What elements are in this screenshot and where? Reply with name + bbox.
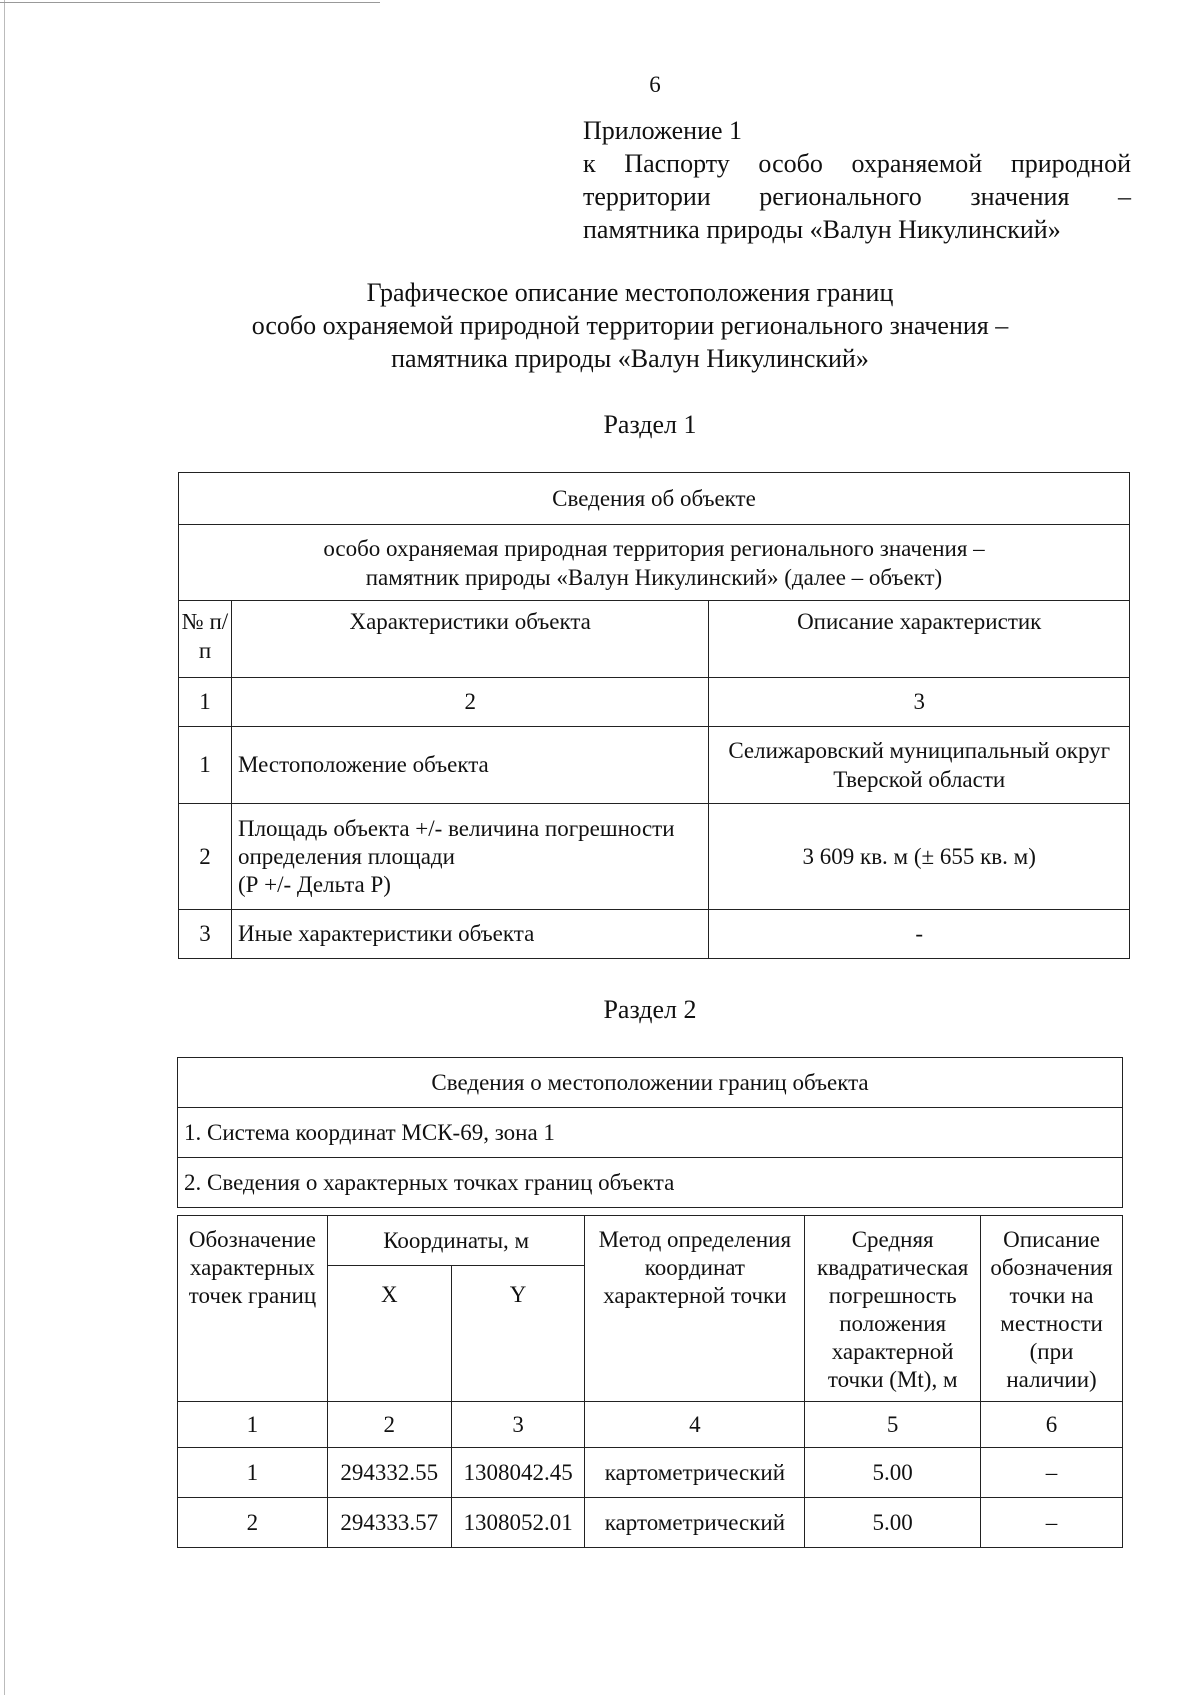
title-line-1: Графическое описание местоположения границ — [366, 278, 894, 307]
point-error: 5.00 — [805, 1448, 981, 1498]
object-name-line-1: особо охраняемая природная территория регионального значения – — [323, 535, 985, 561]
index-cell: 1 — [179, 678, 232, 727]
row-description: - — [709, 910, 1130, 959]
point-x: 294333.57 — [327, 1498, 451, 1548]
row-characteristic-line-1: Площадь объекта +/- величина погрешности — [237, 815, 675, 841]
index-cell: 2 — [231, 678, 708, 727]
row-num: 1 — [179, 727, 232, 804]
point-description: – — [981, 1448, 1123, 1498]
document-title — [150, 276, 1110, 375]
index-cell: 6 — [981, 1402, 1123, 1448]
header-error: Средняя квадратическая погрешность положения характерной точки (Mt), м — [805, 1216, 981, 1402]
scan-top-line — [0, 2, 380, 3]
point-x: 294332.55 — [327, 1448, 451, 1498]
header-y: Y — [451, 1266, 585, 1402]
header-point-description: Описание обозначения точки на местности (при наличии) — [981, 1216, 1123, 1402]
point-y: 1308042.45 — [451, 1448, 585, 1498]
point-number: 1 — [178, 1448, 328, 1498]
appendix-line-4: памятника природы «Валун Никулинский» — [583, 215, 1061, 244]
page-number: 6 — [649, 72, 661, 97]
index-cell: 2 — [327, 1402, 451, 1448]
boundary-info-header-table — [177, 1057, 1123, 1208]
object-name-line-2: памятник природы «Валун Никулинский» (далее – объект) — [365, 564, 943, 590]
point-error: 5.00 — [805, 1498, 981, 1548]
row-num: 3 — [179, 910, 232, 959]
row-characteristic — [231, 804, 708, 910]
row-characteristic: Иные характеристики объекта — [231, 910, 708, 959]
header-num: № п/п — [179, 601, 232, 678]
row-num: 2 — [179, 804, 232, 910]
section-2-title: Раздел 2 — [603, 995, 697, 1024]
appendix-line-1: Приложение 1 — [583, 116, 743, 145]
row-description: Селижаровский муниципальный округ Тверской области — [709, 727, 1130, 804]
header-designation: Обозначение характерных точек границ — [178, 1216, 328, 1402]
index-cell: 5 — [805, 1402, 981, 1448]
row-description: 3 609 кв. м (± 655 кв. м) — [709, 804, 1130, 910]
table-row — [179, 910, 1130, 959]
header-characteristic: Характеристики объекта — [231, 601, 708, 678]
point-description: – — [981, 1498, 1123, 1548]
row-characteristic-line-3: (Р +/- Дельта Р) — [237, 871, 391, 897]
table-row — [179, 727, 1130, 804]
table-row — [178, 1498, 1123, 1548]
point-method: картометрический — [585, 1498, 805, 1548]
header-x: X — [327, 1266, 451, 1402]
table-row — [178, 1448, 1123, 1498]
point-y: 1308052.01 — [451, 1498, 585, 1548]
index-cell: 3 — [451, 1402, 585, 1448]
appendix-block — [583, 114, 1131, 246]
section-1-title: Раздел 1 — [603, 410, 697, 439]
points-caption: 2. Сведения о характерных точках границ объекта — [178, 1158, 1123, 1208]
index-cell: 4 — [585, 1402, 805, 1448]
appendix-line-3: территории регионального значения – — [583, 182, 1131, 211]
header-method: Метод определения координат характерной точки — [585, 1216, 805, 1402]
point-method: картометрический — [585, 1448, 805, 1498]
row-characteristic: Местоположение объекта — [231, 727, 708, 804]
header-coordinates: Координаты, м — [327, 1216, 585, 1266]
header-description: Описание характеристик — [709, 601, 1130, 678]
scan-edge-line — [4, 0, 5, 1695]
index-cell: 1 — [178, 1402, 328, 1448]
coordinate-system: 1. Система координат МСК-69, зона 1 — [178, 1108, 1123, 1158]
object-info-table — [178, 472, 1130, 959]
title-line-3: памятника природы «Валун Никулинский» — [391, 344, 869, 373]
appendix-line-2: к Паспорту особо охраняемой природной — [583, 149, 1131, 178]
point-number: 2 — [178, 1498, 328, 1548]
title-line-2: особо охраняемой природной территории регионального значения – — [251, 311, 1009, 340]
table-row — [179, 804, 1130, 910]
boundary-info-caption: Сведения о местоположении границ объекта — [178, 1058, 1123, 1108]
object-name-cell — [179, 525, 1130, 601]
index-cell: 3 — [709, 678, 1130, 727]
boundary-points-table — [177, 1215, 1123, 1548]
object-info-caption: Сведения об объекте — [179, 473, 1130, 525]
row-characteristic-line-2: определения площади — [237, 843, 455, 869]
